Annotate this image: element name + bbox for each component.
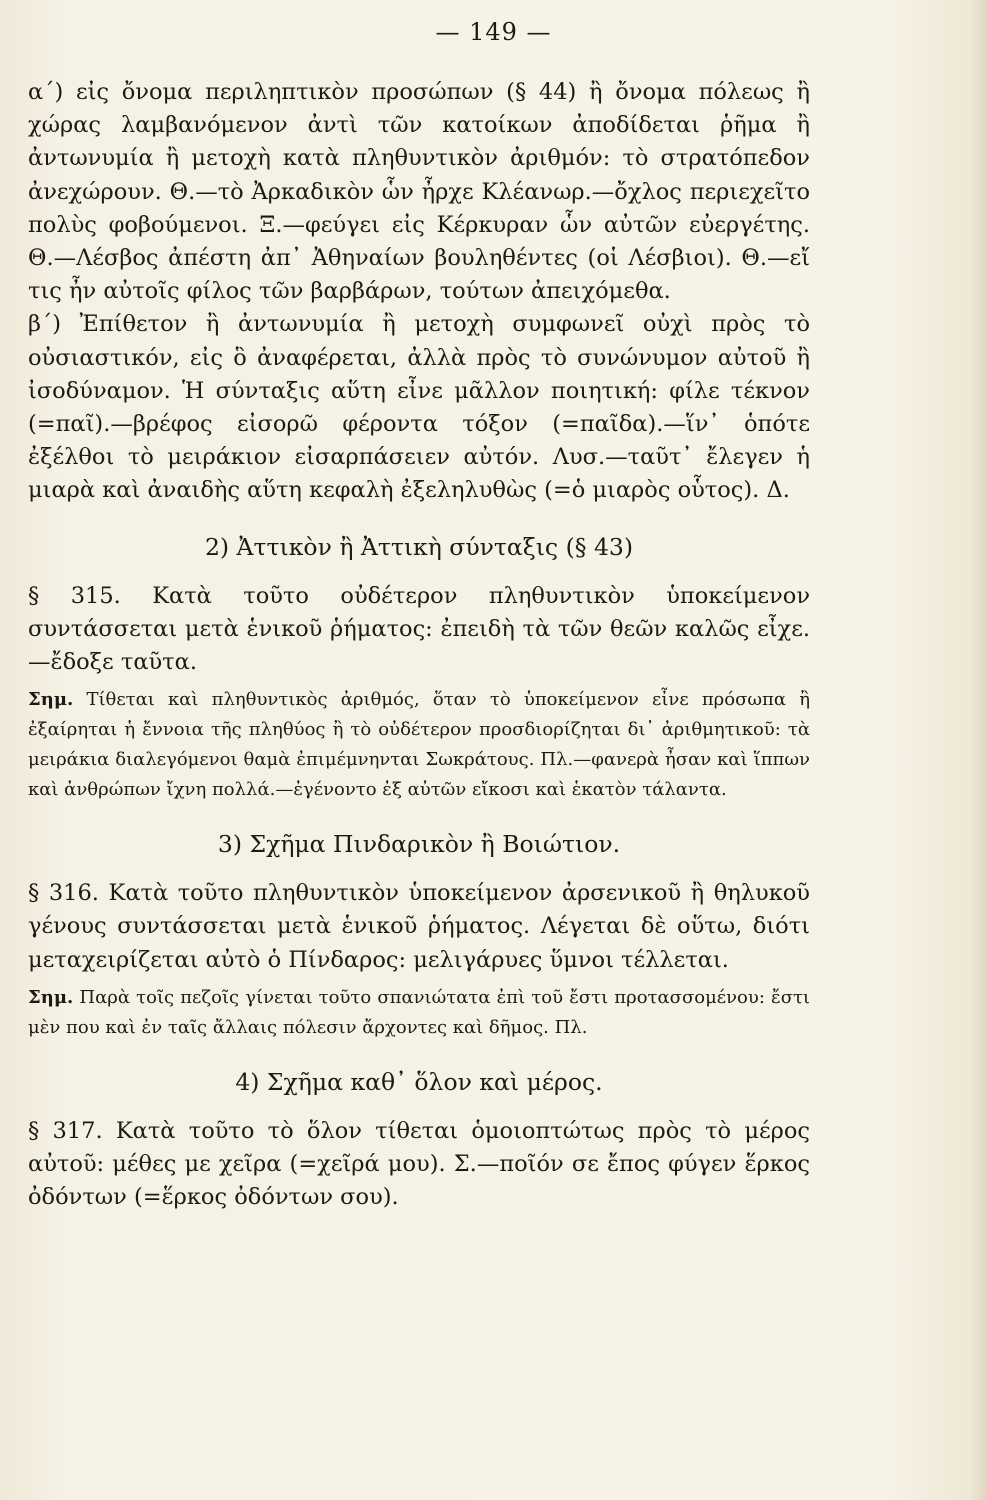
note-315: [28, 685, 810, 805]
paragraph-alpha: α΄) εἰς ὄνομα περιληπτικὸν προσώπων (§ 44) ἢ ὄνομα πόλεως ἢ χώρας λαμβανόμενον ἀντὶ τῶν κατοίκων ἀποδίδεται ῥῆμα ἢ ἀντωνυμία ἢ μετοχὴ κατὰ πληθυντικὸν ἀριθμόν: τὸ στρατόπεδον ἀνεχώρουν. Θ.—τὸ Ἀρκαδικὸν ὧν ἦρχε Κλέανωρ.—ὄχλος περιεχεῖτο πολὺς φοβούμενοι. Ξ.—φεύγει εἰς Κέρκυραν ὧν αὐτῶν εὐεργέτης. Θ.—Λέσβος ἀπέστη ἀπ᾽ Ἀθηναίων βουληθέντες (οἱ Λέσβιοι). Θ.—εἴ τις ἦν αὐτοῖς φίλος τῶν βαρβάρων, τούτων ἀπειχόμεθα.: [28, 79, 810, 305]
note-316: [28, 983, 810, 1043]
section-heading-pindaric: 3) Σχῆμα Πινδαρικὸν ἢ Βοιώτιον.: [217, 830, 621, 859]
note-label: Σημ.: [28, 689, 74, 711]
note-text: Τίθεται καὶ πληθυντικὸς ἀριθμός, ὅταν τὸ ὑποκείμενον εἶνε πρόσωπα ἢ ἐξαίρηται ἡ ἔννοια τῆς πληθύος ἢ τὸ οὐδέτερον προσδιορίζηται δι᾽ ἀριθμητικοῦ: τὰ μειράκια διαλεγόμενοι θαμὰ ἐπιμέμνηνται Σωκράτους. Πλ.—φανερὰ ἦσαν καὶ ἵππων καὶ ἀνθρώπων ἴχνη πολλά.—ἐγένοντο ἐξ αὐτῶν εἴκοσι καὶ ἑκατὸν τάλαντα.: [28, 689, 810, 801]
paragraph-beta: β΄) Ἐπίθετον ἢ ἀντωνυμία ἢ μετοχὴ συμφωνεῖ οὐχὶ πρὸς τὸ οὐσιαστικόν, εἰς ὃ ἀναφέρεται, ἀλλὰ πρὸς τὸ συνώνυμον αὐτοῦ ἢ ἰσοδύναμον. Ἡ σύνταξις αὕτη εἶνε μᾶλλον ποιητική: φίλε τέκνον (=παῖ).—βρέφος εἰσορῶ φέροντα τόξον (=παῖδα).—ἵν᾽ ὁπότε ἐξέλθοι τὸ μειράκιον εἰσαρπάσειεν αὐτόν. Λυσ.—ταῦτ᾽ ἔλεγεν ἡ μιαρὰ καὶ ἀναιδὴς αὕτη κεφαλὴ ἐξεληλυθὼς (=ὁ μιαρὸς οὗτος). Δ.: [28, 311, 810, 504]
paragraph-317: § 317. Κατὰ τοῦτο τὸ ὅλον τίθεται ὁμοιοπτώτως πρὸς τὸ μέρος αὐτοῦ: μέθες με χεῖρα (=χεῖρά μου). Σ.—ποῖόν σε ἔπος φύγεν ἕρκος ὀδόντων (=ἕρκος ὀδόντων σου).: [28, 1117, 810, 1211]
page-number: — 149 —: [435, 18, 552, 46]
section-heading-whole-part: 4) Σχῆμα καθ᾽ ὅλον καὶ μέρος.: [235, 1067, 603, 1096]
paragraph-316: § 316. Κατὰ τοῦτο πληθυντικὸν ὑποκείμενον ἀρσενικοῦ ἢ θηλυκοῦ γένους συντάσσεται μετὰ ἑνικοῦ ῥήματος. Λέγεται δὲ οὕτω, διότι μεταχειρίζεται αὐτὸ ὁ Πίνδαρος: μελιγάρυες ὕμνοι τέλλεται.: [28, 880, 810, 973]
page-body: [28, 76, 810, 1214]
note-text: Παρὰ τοῖς πεζοῖς γίνεται τοῦτο σπανιώτατα ἐπὶ τοῦ ἔστι προτασσομένου: ἔστι μὲν που καὶ ἐν ταῖς ἄλλαις πόλεσιν ἄρχοντες καὶ δῆμος. Πλ.: [28, 986, 810, 1038]
page-edge-shadow: [969, 0, 987, 1500]
section-heading-attic: 2) Ἀττικὸν ἢ Ἀττικὴ σύνταξις (§ 43): [204, 532, 634, 561]
paragraph-315: § 315. Κατὰ τοῦτο οὐδέτερον πληθυντικὸν ὑποκείμενον συντάσσεται μετὰ ἑνικοῦ ῥήματος: ἐπειδὴ τὰ τῶν θεῶν καλῶς εἶχε.—ἔδοξε ταῦτα.: [28, 582, 810, 676]
note-label: Σημ.: [28, 986, 74, 1008]
